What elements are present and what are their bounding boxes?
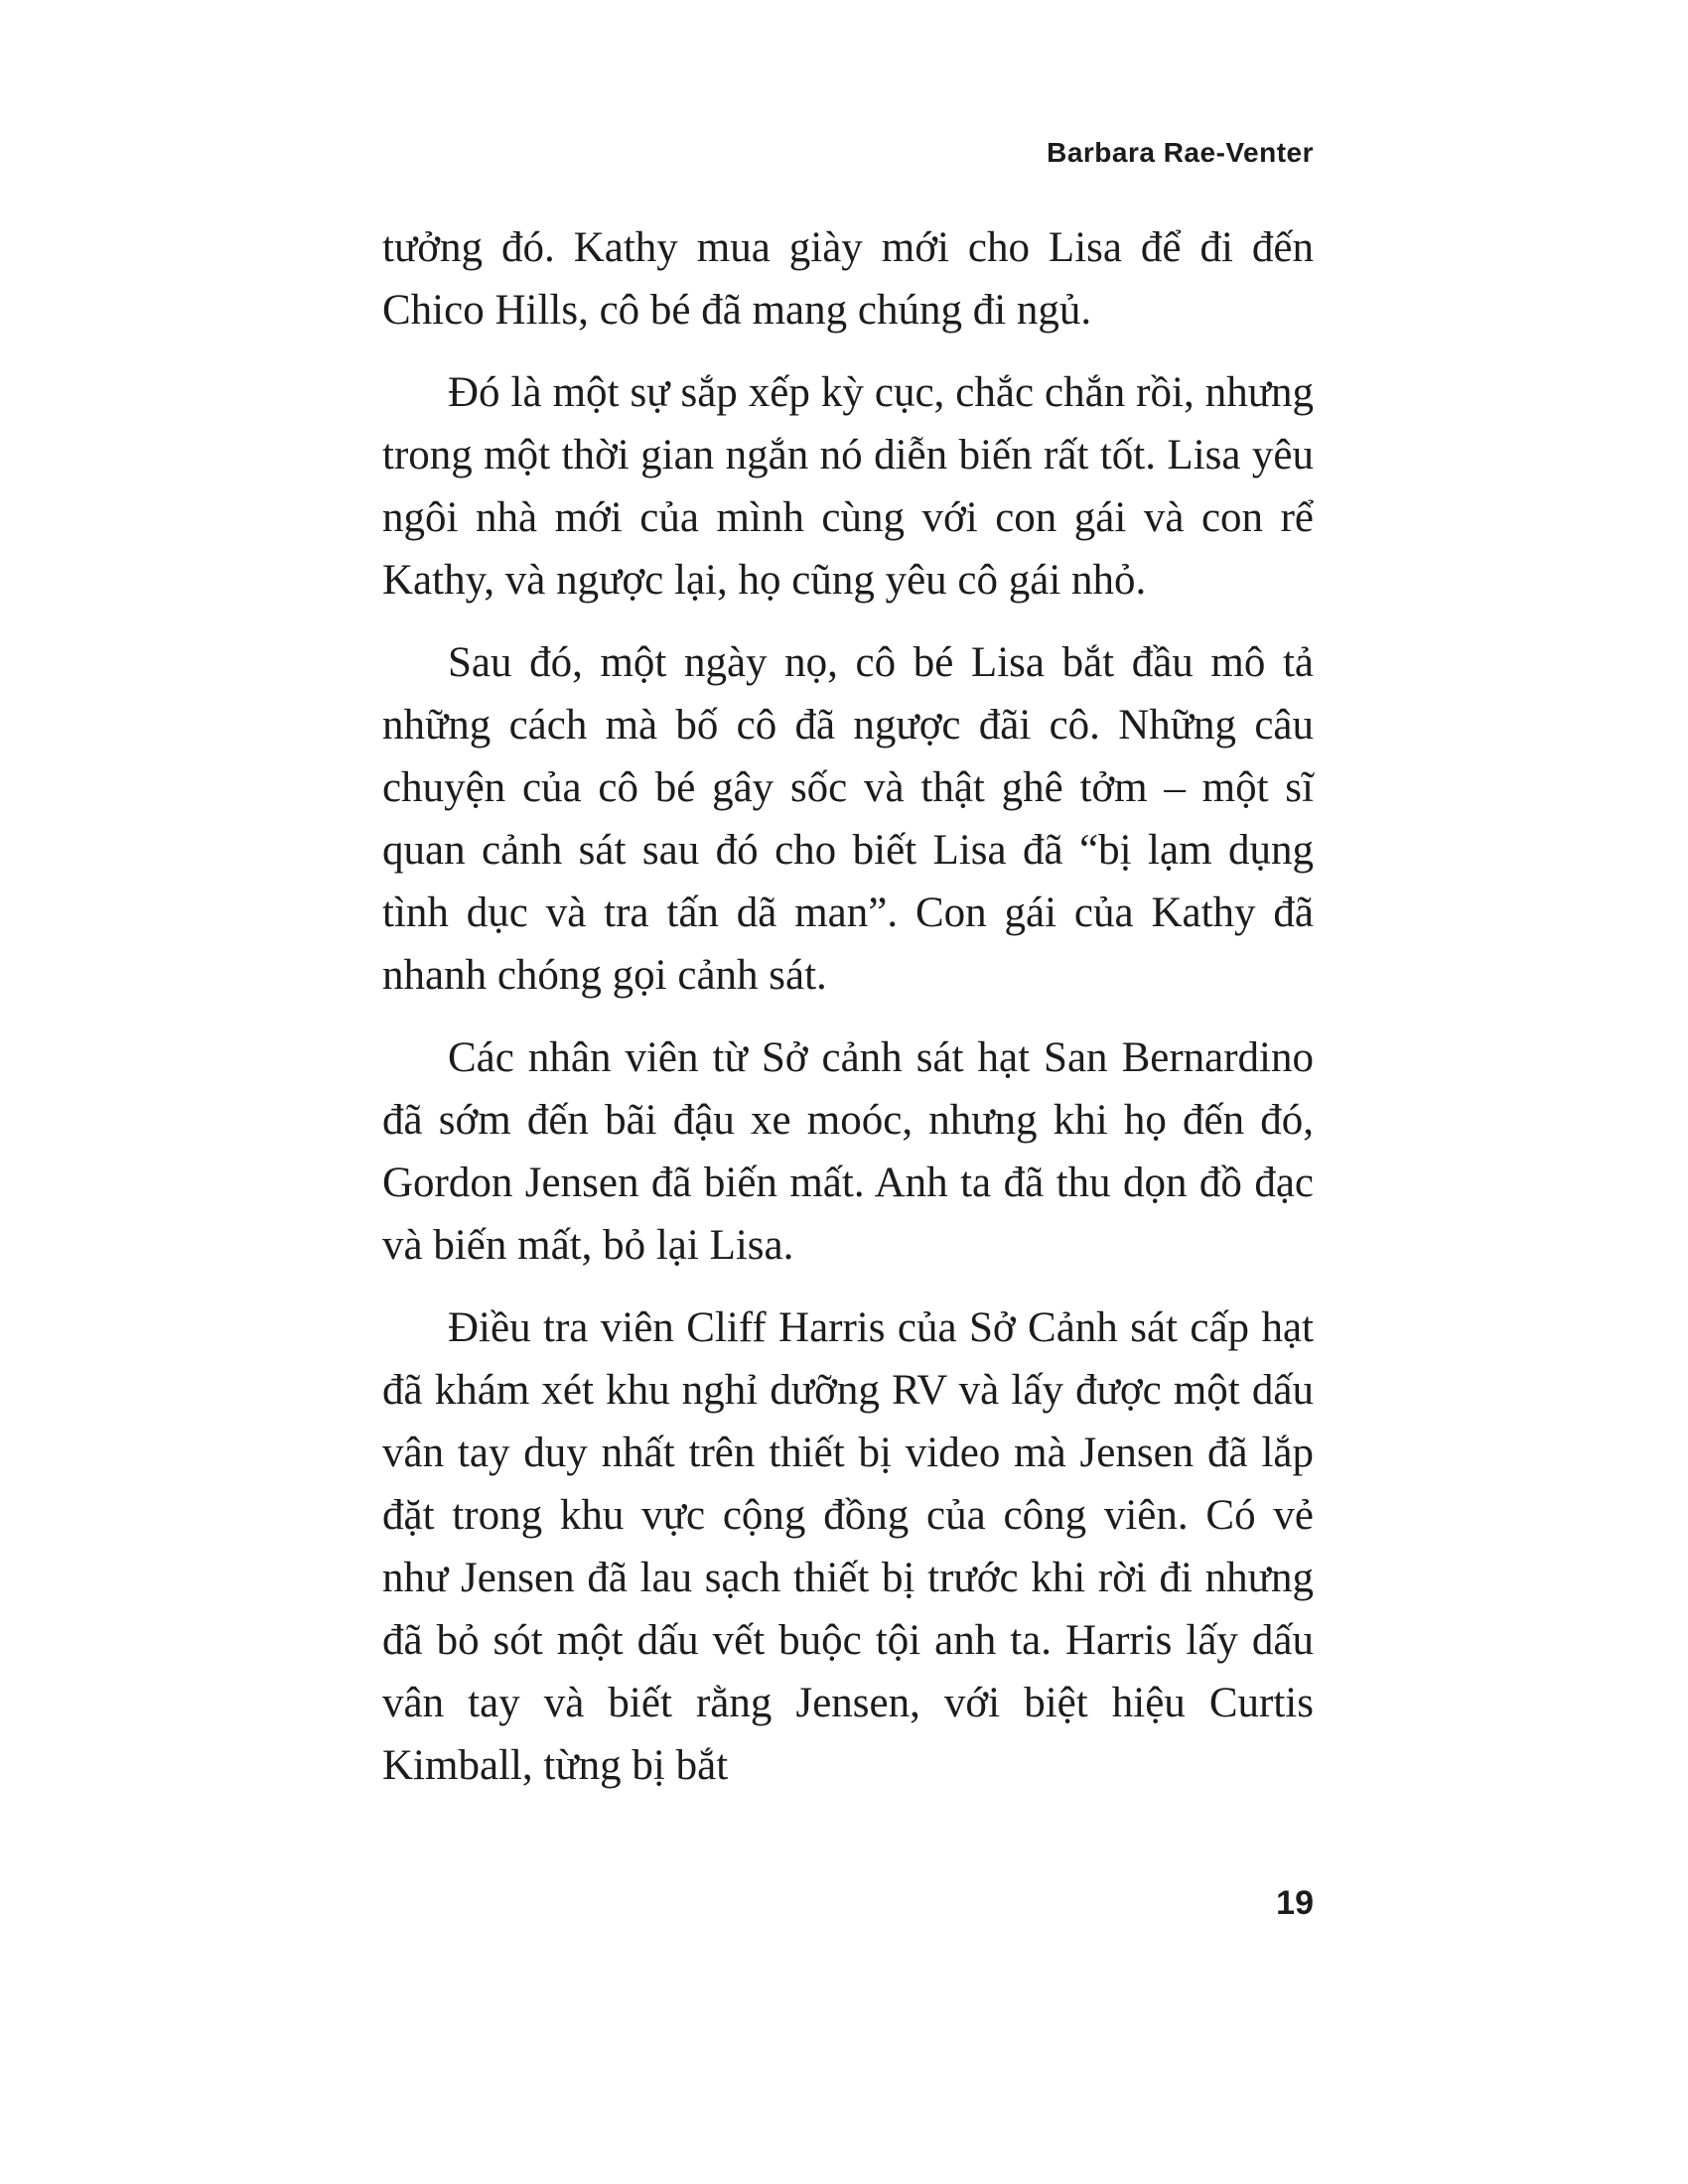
page-body bbox=[382, 216, 1314, 1817]
paragraph: Đó là một sự sắp xếp kỳ cục, chắc chắn rồi, nhưng trong một thời gian ngắn nó diễn biến rất tốt. Lisa yêu ngôi nhà mới của mình cùng với con gái và con rể Kathy, và ngược lại, họ cũng yêu cô gái nhỏ. bbox=[382, 369, 1314, 604]
author-name: Barbara Rae-Venter bbox=[1047, 137, 1314, 168]
page-footer bbox=[382, 1884, 1314, 1923]
paragraph: Sau đó, một ngày nọ, cô bé Lisa bắt đầu mô tả những cách mà bố cô đã ngược đãi cô. Những câu chuyện của cô bé gây sốc và thật ghê tởm – một sĩ quan cảnh sát sau đó cho biết Lisa đã “bị lạm dụng tình dục và tra tấn dã man”. Con gái của Kathy đã nhanh chóng gọi cảnh sát. bbox=[382, 639, 1314, 999]
paragraph: Các nhân viên từ Sở cảnh sát hạt San Bernardino đã sớm đến bãi đậu xe moóc, nhưng khi họ đến đó, Gordon Jensen đã biến mất. Anh ta đã thu dọn đồ đạc và biến mất, bỏ lại Lisa. bbox=[382, 1034, 1314, 1269]
paragraph: Điều tra viên Cliff Harris của Sở Cảnh sát cấp hạt đã khám xét khu nghỉ dưỡng RV và lấy được một dấu vân tay duy nhất trên thiết bị video mà Jensen đã lắp đặt trong khu vực cộng đồng của công viên. Có vẻ như Jensen đã lau sạch thiết bị trước khi rời đi nhưng đã bỏ sót một dấu vết buộc tội anh ta. Harris lấy dấu vân tay và biết rằng Jensen, với biệt hiệu Curtis Kimball, từng bị bắt bbox=[382, 1304, 1314, 1789]
running-header bbox=[382, 137, 1314, 169]
page-number: 19 bbox=[1276, 1884, 1314, 1922]
paragraph-continuation: tưởng đó. Kathy mua giày mới cho Lisa để đi đến Chico Hills, cô bé đã mang chúng đi ngủ. bbox=[382, 224, 1314, 334]
